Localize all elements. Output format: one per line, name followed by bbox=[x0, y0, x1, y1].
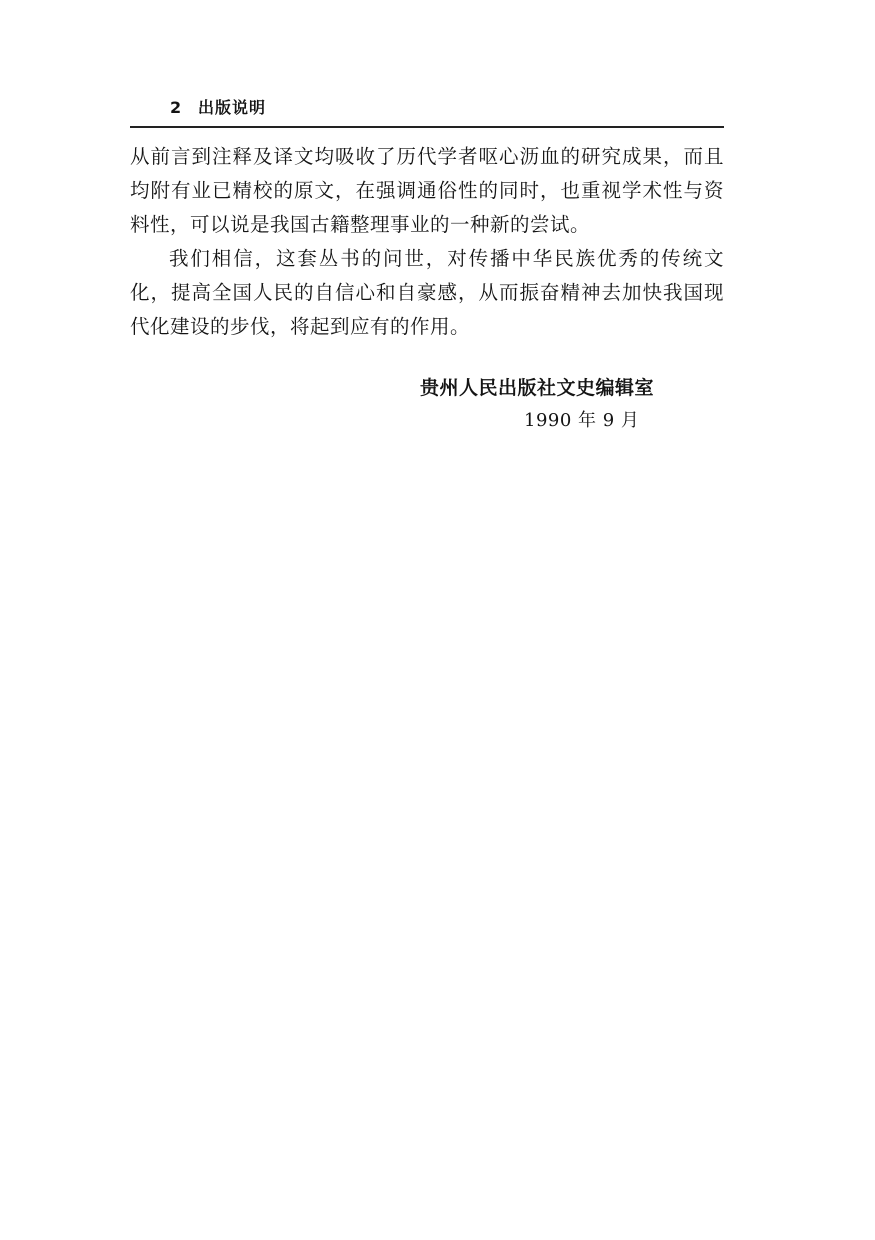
page-number: 2 bbox=[170, 98, 182, 117]
signature-block bbox=[420, 372, 720, 436]
body-text bbox=[130, 140, 724, 344]
page-header bbox=[170, 96, 726, 122]
publication-date: 1990 年 9 月 bbox=[524, 410, 640, 431]
paragraph-1: 从前言到注释及译文均吸收了历代学者呕心沥血的研究成果，而且均附有业已精校的原文，在强调通俗性的同时，也重视学术性与资料性，可以说是我国古籍整理事业的一种新的尝试。 bbox=[130, 145, 724, 236]
paragraph-2: 我们相信，这套丛书的问世，对传播中华民族优秀的传统文化，提高全国人民的自信心和自豪感，从而振奋精神去加快我国现代化建设的步伐，将起到应有的作用。 bbox=[130, 247, 724, 338]
header-rule bbox=[130, 126, 724, 128]
publisher-name: 贵州人民出版社文史编辑室 bbox=[420, 377, 655, 399]
running-title: 出版说明 bbox=[198, 98, 267, 117]
